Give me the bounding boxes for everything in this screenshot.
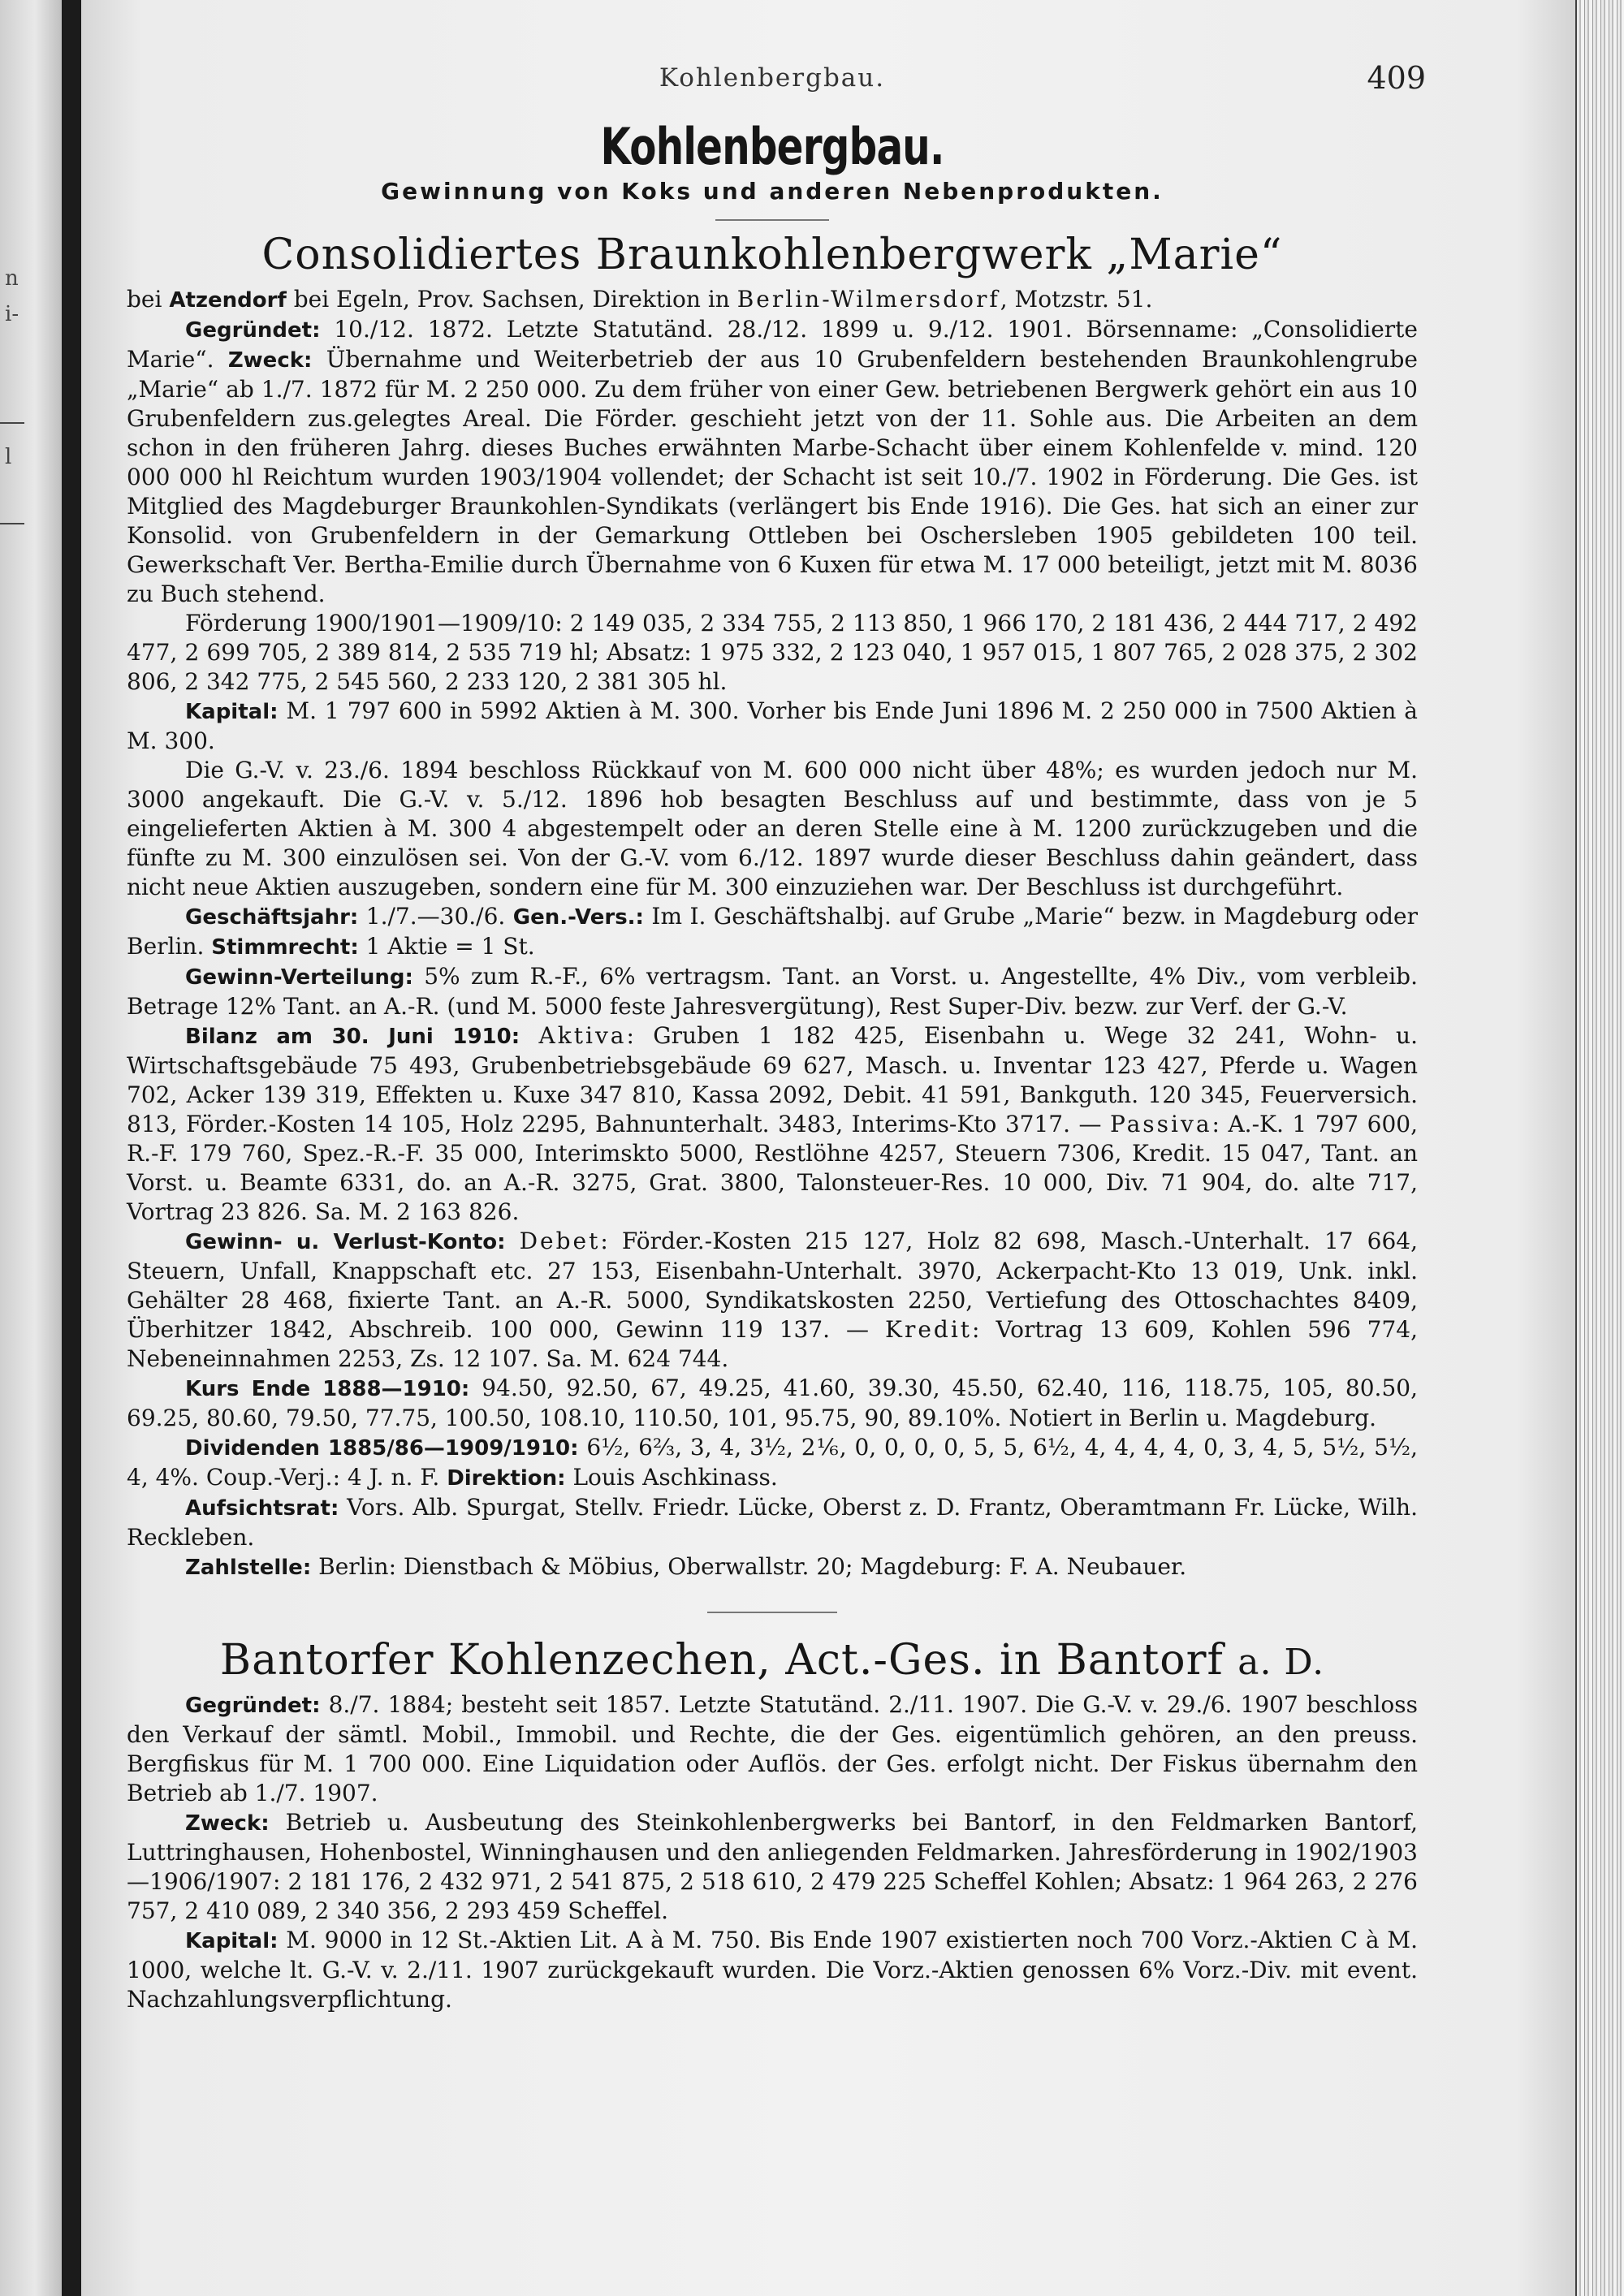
kapital-paragraph: Kapital: M. 1 797 600 in 5992 Aktien à M. 300. Vorher bis Ende Juni 1896 M. 2 250 000 in 7500 Aktien à M. 300.	[127, 697, 1418, 755]
dividenden-paragraph: Dividenden 1885/86—1909/1910: 6½, 6⅔, 3, 4, 3½, 2⅙, 0, 0, 0, 0, 5, 5, 6½, 4, 4, 4, 4, 0, 3, 4, 5, 5½, 5½, 4, 4%. Coup.-Verj.: 4 J. n. F. Direktion: Louis Aschkinass.	[127, 1434, 1419, 1491]
debet-word: Debet	[519, 1228, 601, 1255]
location-bold: Atzendorf	[169, 288, 287, 313]
separator-rule-2	[707, 1612, 837, 1613]
margin-rule-1	[0, 422, 24, 424]
zweck-label-2: Zweck:	[185, 1811, 270, 1836]
margin-rule-2	[0, 523, 24, 524]
geschaeftsjahr-paragraph: Geschäftsjahr: 1./7.—30./6. Gen.-Vers.: Im I. Geschäftshalbj. auf Grube „Marie“ bezw. in Magdeburg oder Berlin. Stimmrecht: 1 Aktie = 1 St.	[127, 903, 1418, 960]
aufsichtsrat-paragraph: Aufsichtsrat: Vors. Alb. Spurgat, Stellv. Friedr. Lücke, Oberst z. D. Frantz, Oberamtmann Fr. Lücke, Wilh. Reckleben.	[127, 1494, 1418, 1552]
zahlstelle-paragraph: Zahlstelle: Berlin: Dienstbach & Möbius, Oberwallstr. 20; Magdeburg: F. A. Neubauer.	[185, 1553, 1187, 1581]
geschaeftsjahr-label: Geschäftsjahr:	[185, 905, 359, 930]
running-header	[127, 57, 1426, 106]
page-number: 409	[1367, 60, 1426, 96]
guv-label: Gewinn- u. Verlust-Konto:	[185, 1230, 506, 1255]
company-title-suffix: a. D.	[1237, 1642, 1325, 1684]
gewinnverteilung-label: Gewinn-Verteilung:	[185, 965, 413, 990]
company-entry-bantorf	[127, 1638, 1418, 2014]
company-title: Consolidiertes Braunkohlenbergwerk „Marie“	[261, 231, 1283, 280]
page-stack-edge	[1577, 0, 1624, 2296]
margin-mark-1: n	[5, 266, 19, 291]
gegruendet-label: Gegründet:	[185, 318, 321, 343]
kurs-label: Kurs Ende 1888—1910:	[185, 1377, 470, 1402]
company-entry-marie	[127, 232, 1418, 1582]
kredit-word: Kredit	[885, 1316, 973, 1344]
company-title-2: Bantorfer Kohlenzechen, Act.-Ges. in Bantorf a. D.	[219, 1636, 1325, 1685]
book-spine-shadow	[62, 0, 81, 2296]
passiva-word: Passiva	[1110, 1111, 1212, 1138]
aufsichtsrat-label: Aufsichtsrat:	[185, 1496, 339, 1521]
gv-paragraph: Die G.-V. v. 23./6. 1894 beschloss Rückkauf von M. 600 000 nicht über 48%; es wurden jedoch nur M. 3000 angekauft. Die G.-V. v. 5./12. 1896 hob besagten Beschluss auf und bestimmte, dass von je 5 eingelieferten Aktien à M. 300 4 abgestempelt oder an deren Stelle eine à M. 1200 zurückzugeben und die fünfte zu M. 300 einzulösen sei. Von der G.-V. vom 6./12. 1897 wurde dieser Beschluss dahin geändert, dass nicht neue Aktien auszugeben, sondern eine für M. 300 einzuziehen war. Der Beschluss ist durchgeführt.	[127, 757, 1418, 901]
genvers-label: Gen.-Vers.:	[512, 905, 644, 930]
kapital-label-2: Kapital:	[185, 1929, 279, 1954]
subtitle: Gewinnung von Koks und anderen Nebenprodukten.	[381, 178, 1164, 205]
gewinnverteilung-paragraph: Gewinn-Verteilung: 5% zum R.-F., 6% vertragsm. Tant. an Vorst. u. Angestellte, 4% Div., vom verbleib. Betrage 12% Tant. an A.-R. (und M. 5000 feste Jahresvergütung), Rest Super-Div. bezw. zur Verf. der G.-V.	[127, 963, 1418, 1021]
foerderung-paragraph: Förderung 1900/1901—1909/10: 2 149 035, 2 334 755, 2 113 850, 1 966 170, 2 181 436, 2 444 717, 2 492 477, 2 699 705, 2 389 814, 2 535 719 hl; Absatz: 1 975 332, 2 123 040, 1 957 015, 1 807 765, 2 028 375, 2 302 806, 2 342 775, 2 545 560, 2 233 120, 2 381 305 hl.	[127, 610, 1418, 696]
zweck-label: Zweck:	[227, 348, 313, 373]
bilanz-label: Bilanz am 30. Juni 1910:	[185, 1025, 520, 1050]
zweck-paragraph-2: Zweck: Betrieb u. Ausbeutung des Steinkohlenbergwerks bei Bantorf, in den Feldmarken Bantorf, Luttringhausen, Hohenbostel, Winninghausen und den anliegenden Feldmarken. Jahresförderung in 1902/1903—1906/1907: 2 181 176, 2 432 971, 2 541 875, 2 518 610, 2 479 225 Scheffel Kohlen; Absatz: 1 964 263, 2 276 757, 2 410 089, 2 340 356, 2 293 459 Scheffel.	[127, 1809, 1418, 1925]
separator-rule	[715, 219, 829, 221]
guv-paragraph: Gewinn- u. Verlust-Konto: Debet: Förder.-Kosten 215 127, Holz 82 698, Masch.-Unterhalt. 17 664, Steuern, Unfall, Knappschaft etc. 27 153, Eisenbahn-Unterhalt. 3970, Ackerpacht-Kto 13 019, Unk. inkl. Gehälter 28 468, fixierte Tant. an A.-R. 5000, Syndikatskosten 2250, Vertiefung des Ottoschachtes 8409, Überhitzer 1842, Abschreib. 100 000, Gewinn 119 137. — Kredit: Vortrag 13 609, Kohlen 596 774, Nebeneinnahmen 2253, Zs. 12 107. Sa. M. 624 744.	[127, 1228, 1418, 1373]
kapital-label: Kapital:	[185, 700, 279, 725]
zahlstelle-label: Zahlstelle:	[185, 1556, 312, 1581]
running-title: Kohlenbergbau.	[659, 63, 886, 93]
gegruendet-paragraph: Gegründet: 10./12. 1872. Letzte Statutänd. 28./12. 1899 u. 9./12. 1901. Börsenname: „Consolidierte Marie“. Zweck: Übernahme und Weiterbetrieb der aus 10 Grubenfeldern bestehenden Braunkohlengrube „Marie“ ab 1./7. 1872 für M. 2 250 000. Zu dem früher von einer Gew. betriebenen Bergwerk gehört ein aus 10 Grubenfeldern zus.gelegtes Areal. Die Förder. geschieht jetzt von der 11. Sohle aus. Die Arbeiten an dem schon in den früheren Jahrg. dieses Buches erwähnten Marbe-Schacht über einem Kohlenfelde v. mind. 120 000 000 hl Reichtum wurden 1903/1904 vollendet; der Schacht ist seit 10./7. 1902 in Förderung. Die Ges. ist Mitglied des Magdeburger Braunkohlen-Syndikats (verlängert bis Ende 1916). Die Ges. hat sich an einer zur Konsolid. von Grubenfeldern in der Gemarkung Ottleben bei Oschersleben 1905 gebildeten 100 teil. Gewerkschaft Ver. Bertha-Emilie durch Übernahme von 6 Kuxen für etwa M. 17 000 beteiligt, jetzt mit M. 8036 zu Buch stehend.	[127, 316, 1418, 608]
aktiva-word: Aktiva	[538, 1022, 627, 1050]
gegruendet-paragraph-2: Gegründet: 8./7. 1884; besteht seit 1857. Letzte Statutänd. 2./11. 1907. Die G.-V. v. 29./6. 1907 beschloss den Verkauf der sämtl. Mobil., Immobil. und Rechte, die der Ges. eigentümlich gehören, an den preuss. Bergfiskus für M. 1 700 000. Eine Liquidation oder Auflös. der Ges. erfolgt nicht. Der Fiskus übernahm den Betrieb ab 1./7. 1907.	[127, 1691, 1418, 1807]
bilanz-paragraph: Bilanz am 30. Juni 1910: Aktiva: Gruben 1 182 425, Eisenbahn u. Wege 32 241, Wohn- u. Wirtschaftsgebäude 75 493, Grubenbetriebsgebäude 69 627, Masch. u. Inventar 123 427, Pferde u. Wagen 702, Acker 139 319, Effekten u. Kuxe 347 810, Kassa 2092, Debit. 41 591, Bankguth. 120 345, Feuerversich. 813, Förder.-Kosten 14 105, Holz 2295, Bahnunterhalt. 3483, Interims-Kto 3717. — Passiva: A.-K. 1 797 600, R.-F. 179 760, Spez.-R.-F. 35 000, Interimskto 5000, Restlöhne 4257, Steuern 7306, Kredit. 15 047, Tant. an Vorst. u. Beamte 6331, do. an A.-R. 3275, Grat. 3800, Talonsteuer-Res. 10 000, Div. 71 904, do. alte 717, Vortrag 23 826. Sa. M. 2 163 826.	[127, 1022, 1418, 1226]
main-title: Kohlenbergbau.	[600, 117, 944, 176]
gegruendet-label-2: Gegründet:	[185, 1694, 321, 1719]
kurs-paragraph: Kurs Ende 1888—1910: 94.50, 92.50, 67, 49.25, 41.60, 39.30, 45.50, 62.40, 116, 118.75, 105, 80.50, 69.25, 80.60, 79.50, 77.75, 100.50, 108.10, 110.50, 101, 95.75, 90, 89.10%. Notiert in Berlin u. Magdeburg.	[127, 1375, 1418, 1432]
dividenden-label: Dividenden 1885/86—1909/1910:	[185, 1436, 579, 1461]
margin-mark-3: l	[5, 445, 12, 469]
kapital-paragraph-2: Kapital: M. 9000 in 12 St.-Aktien Lit. A à M. 750. Bis Ende 1907 existierten noch 700 Vorz.-Aktien C à M. 1000, welche lt. G.-V. v. 2./11. 1907 zurückgekauft wurden. Die Vorz.-Aktien genossen 6% Vorz.-Div. mit event. Nachzahlungsverpflichtung.	[127, 1927, 1418, 2013]
binding-margin	[0, 0, 63, 2296]
direktion-label: Direktion:	[447, 1466, 566, 1491]
company-location: bei Atzendorf bei Egeln, Prov. Sachsen, Direktion in Berlin-Wilmersdorf, Motzstr. 51.	[127, 286, 1153, 313]
location-spaced: Berlin-Wilmersdorf	[736, 286, 1000, 313]
margin-mark-2: i-	[5, 302, 19, 326]
stimmrecht-label: Stimmrecht:	[211, 935, 359, 960]
page-content	[127, 57, 1426, 2014]
